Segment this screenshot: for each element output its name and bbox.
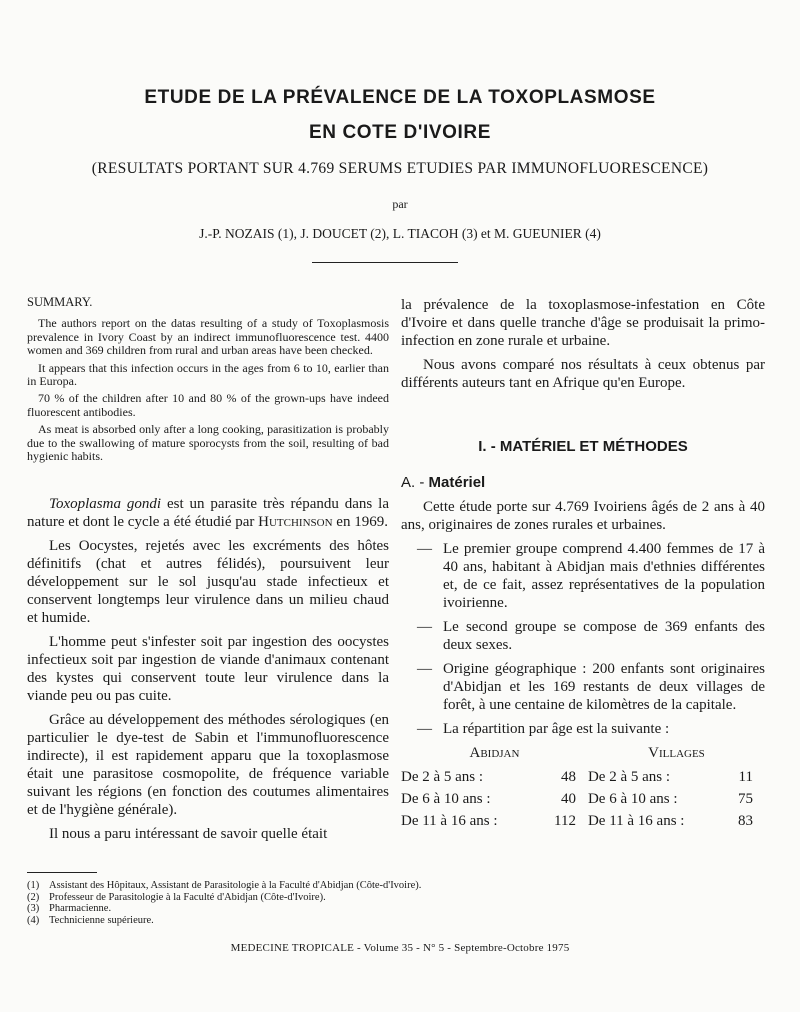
list-item: — Le second groupe se compose de 369 enfants des deux sexes.: [401, 618, 765, 654]
text-run: est un parasite très répandu dans la nature et dont le cycle a été étudié par: [27, 496, 389, 531]
column-header-abidjan: Abidjan: [469, 745, 520, 761]
count-villages: 83: [738, 813, 753, 829]
summary-paragraph: As meat is absorbed only after a long cooking, parasitization is probably due to the swallowing of mature sporocysts from the soil, resulting of bad hygienic habits.: [27, 422, 389, 464]
list-item: — La répartition par âge est la suivante :: [401, 720, 765, 738]
summary: [27, 296, 389, 463]
body-paragraph: [27, 495, 389, 531]
body-paragraph: Les Oocystes, rejetés avec les excréments des hôtes définitifs (chat et autres félidés), poursuivent leur développement sur le sol jusqu'au stade infectieux et conservent longtemps leur virulence dans un milieu chaud et humide.: [27, 538, 389, 627]
table-row: [401, 810, 765, 832]
column-header-villages: Villages: [648, 745, 705, 761]
body-paragraph: Grâce au développement des méthodes sérologiques (en particulier le dye-test de Sabin et l'immunofluorescence indirecte), il est rapidement apparu que la toxoplasmose était une parasitose cosmopolite, de fréquence variable suivant les régions (en fonction des coutumes alimentaires et de l'hygiène générale).: [27, 712, 389, 819]
footnote-number: (1): [27, 880, 40, 891]
footnote-text: Pharmacienne.: [49, 903, 112, 915]
list-item: — Le premier groupe comprend 4.400 femmes de 17 à 40 ans, habitant à Abidjan mais d'ethnies différentes et, de ce fait, assez représentatives de la population ivoirienne.: [401, 540, 765, 612]
count-abidjan: 40: [560, 791, 576, 807]
list-item: — Origine géographique : 200 enfants sont originaires d'Abidjan et les 169 restants de deux villages de forêt, à une centaine de kilomètres de la capitale.: [401, 660, 765, 714]
age-range: De 2 à 5 ans :: [587, 769, 671, 785]
left-column: [27, 296, 389, 849]
count-abidjan: 112: [554, 813, 576, 829]
age-range: De 6 à 10 ans :: [587, 791, 678, 807]
title-line-2: EN COTE D'IVOIRE: [309, 122, 491, 143]
footnote-text: Assistant des Hôpitaux, Assistant de Parasitologie à la Faculté d'Abidjan (Côte-d'Ivoire).: [49, 880, 422, 891]
summary-paragraph: The authors report on the datas resulting of a study of Toxoplasmosis prevalence in Ivory Coast by an indirect immunofluorescence test. 4400 women and 369 children from rural and urban areas have been checked.: [27, 316, 389, 358]
table-row: [401, 788, 765, 810]
age-distribution-table: [401, 744, 765, 832]
count-villages: 11: [738, 769, 753, 785]
footnote: [27, 892, 421, 904]
footnote-text: Professeur de Parasitologie à la Faculté d'Abidjan (Côte-d'Ivoire).: [49, 891, 326, 903]
right-column: [401, 296, 765, 832]
body-paragraph: la prévalence de la toxoplasmose-infestation en Côte d'Ivoire et dans quelle tranche d'âge se produisait la primo-infection en zone rurale et urbaine.: [401, 297, 765, 349]
introduction: [27, 495, 389, 843]
footnote: [27, 915, 421, 927]
journal-footer: MEDECINE TROPICALE - Volume 35 - N° 5 - Septembre-Octobre 1975: [230, 942, 570, 954]
footnote-number: (4): [27, 914, 40, 926]
species-name: Toxoplasma gondi: [49, 496, 162, 513]
title-line-1: ETUDE DE LA PRÉVALENCE DE LA TOXOPLASMOSE: [144, 87, 656, 108]
count-abidjan: 48: [560, 769, 576, 785]
section-title: I. - MATÉRIEL ET MÉTHODES: [478, 438, 688, 455]
age-range: De 6 à 10 ans :: [401, 791, 491, 807]
footnote-divider: [27, 872, 97, 873]
footnotes: [27, 880, 421, 926]
footnote-text: Technicienne supérieure.: [49, 914, 154, 926]
age-range: De 11 à 16 ans :: [587, 813, 685, 829]
subtitle: (RESULTATS PORTANT SUR 4.769 SERUMS ETUDIES PAR IMMUNOFLUORESCENCE): [91, 160, 709, 177]
authors: J.-P. NOZAIS (1), J. DOUCET (2), L. TIACOH (3) et M. GUEUNIER (4): [199, 226, 601, 241]
footnote: [27, 880, 421, 892]
age-range: De 2 à 5 ans :: [401, 769, 484, 785]
table-row: [401, 766, 765, 788]
by-line: par: [392, 197, 408, 211]
count-villages: 75: [738, 791, 753, 807]
materials-list: [401, 540, 765, 738]
body-paragraph: L'homme peut s'infester soit par ingestion des oocystes infectieux soit par ingestion de viande d'animaux contenant des kystes qui conservent toute leur virulence dans la viande peu ou pas cuite.: [27, 634, 389, 705]
summary-heading: SUMMARY.: [27, 295, 93, 309]
author-name: Hutchinson: [258, 514, 333, 531]
summary-paragraph: It appears that this infection occurs in the ages from 6 to 10, earlier than in Europa.: [27, 360, 389, 389]
body-paragraph: Il nous a paru intéressant de savoir quelle était: [49, 826, 328, 843]
body-paragraph: Cette étude porte sur 4.769 Ivoiriens âgés de 2 ans à 40 ans, originaires de zones rurales et urbaines.: [401, 499, 765, 533]
subsection-prefix: A. -: [401, 474, 429, 491]
body-paragraph: Nous avons comparé nos résultats à ceux obtenus par différents auteurs tant en Afrique qu'en Europe.: [401, 357, 765, 391]
summary-paragraph: 70 % of the children after 10 and 80 % of the grown-ups have indeed fluorescent antibodies.: [27, 391, 389, 419]
footnote-number: (2): [27, 891, 40, 903]
subsection-label: Matériel: [428, 474, 486, 491]
text-run: en 1969.: [332, 514, 388, 531]
footnote-number: (3): [27, 903, 40, 915]
age-range: De 11 à 16 ans :: [401, 813, 498, 829]
title-divider: [312, 262, 458, 263]
footnote: [27, 903, 421, 915]
subsection-title: [401, 474, 765, 492]
